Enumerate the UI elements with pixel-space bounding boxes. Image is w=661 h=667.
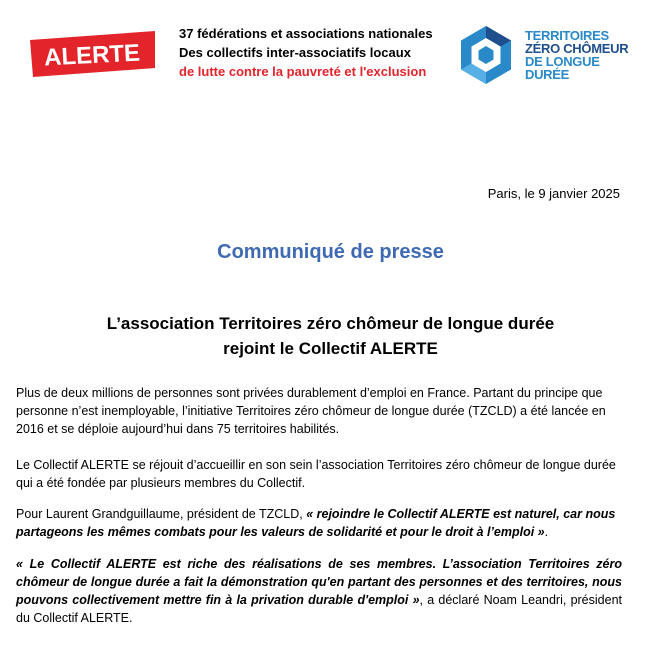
paragraph-welcome: Le Collectif ALERTE se réjouit d’accueillir en son sein l’association Territoires zéro chômeur de longue durée qui a été fondée par plusieurs membres du Collectif. (16, 458, 616, 490)
paragraph-context: Plus de deux millions de personnes sont privées durablement d’emploi en France. Partant du principe que personne n’est inemployable, l’initiative Territoires zéro chômeur de longue durée (TZCLD) a été lancée en 2016 et se déploie aujourd’hui dans 75 territoires habilités. (16, 386, 606, 436)
header-line-collectifs: Des collectifs inter-associatifs locaux (179, 45, 411, 60)
press-release-heading: Communiqué de presse (217, 241, 444, 263)
header-line-lutte: de lutte contre la pauvreté et l'exclusion (179, 64, 427, 79)
tzcld-logo-icon (455, 24, 517, 86)
header-description (179, 24, 433, 81)
tzcld-logo-text (525, 29, 628, 81)
main-title (0, 311, 661, 361)
p3-quote: « rejoindre le Collectif ALERTE est naturel, car nous partageons les mêmes combats pour les valeurs de solidarité et pour le droit à l’emploi » (16, 507, 616, 539)
paragraph-alerte-quote (16, 555, 622, 627)
tz-logo-line-territoires: TERRITOIRES (525, 28, 609, 43)
main-title-line-2: rejoint le Collectif ALERTE (223, 339, 438, 358)
tz-logo-line-de-longue: DE LONGUE (525, 54, 600, 69)
alerte-logo-text: ALERTE (43, 39, 141, 72)
header-line-federations: 37 fédérations et associations nationales (179, 26, 433, 41)
p3-intro: Pour Laurent Grandguillaume, président de TZCLD, (16, 507, 307, 521)
p3-end: . (544, 525, 549, 539)
p4-end: , a déclaré Noam Leandri, président du Collectif ALERTE. (16, 593, 622, 625)
tz-logo-line-duree: DURÉE (525, 67, 570, 82)
tz-logo-line-zero-chomeur: ZÉRO CHÔMEUR (525, 41, 629, 56)
paragraph-tzcld-quote (16, 505, 622, 541)
release-date: Paris, le 9 janvier 2025 (487, 186, 620, 201)
main-title-line-1: L’association Territoires zéro chômeur de longue durée (106, 314, 555, 333)
alerte-logo (30, 31, 155, 77)
p4-quote: « Le Collectif ALERTE est riche des réalisations de ses membres. L’association Territoires zéro chômeur de longue durée a fait la démonstration qu'en partant des personnes et des territoires, nous pouvons collectivement mettre fin à la privation durable d'emploi » (16, 557, 622, 607)
